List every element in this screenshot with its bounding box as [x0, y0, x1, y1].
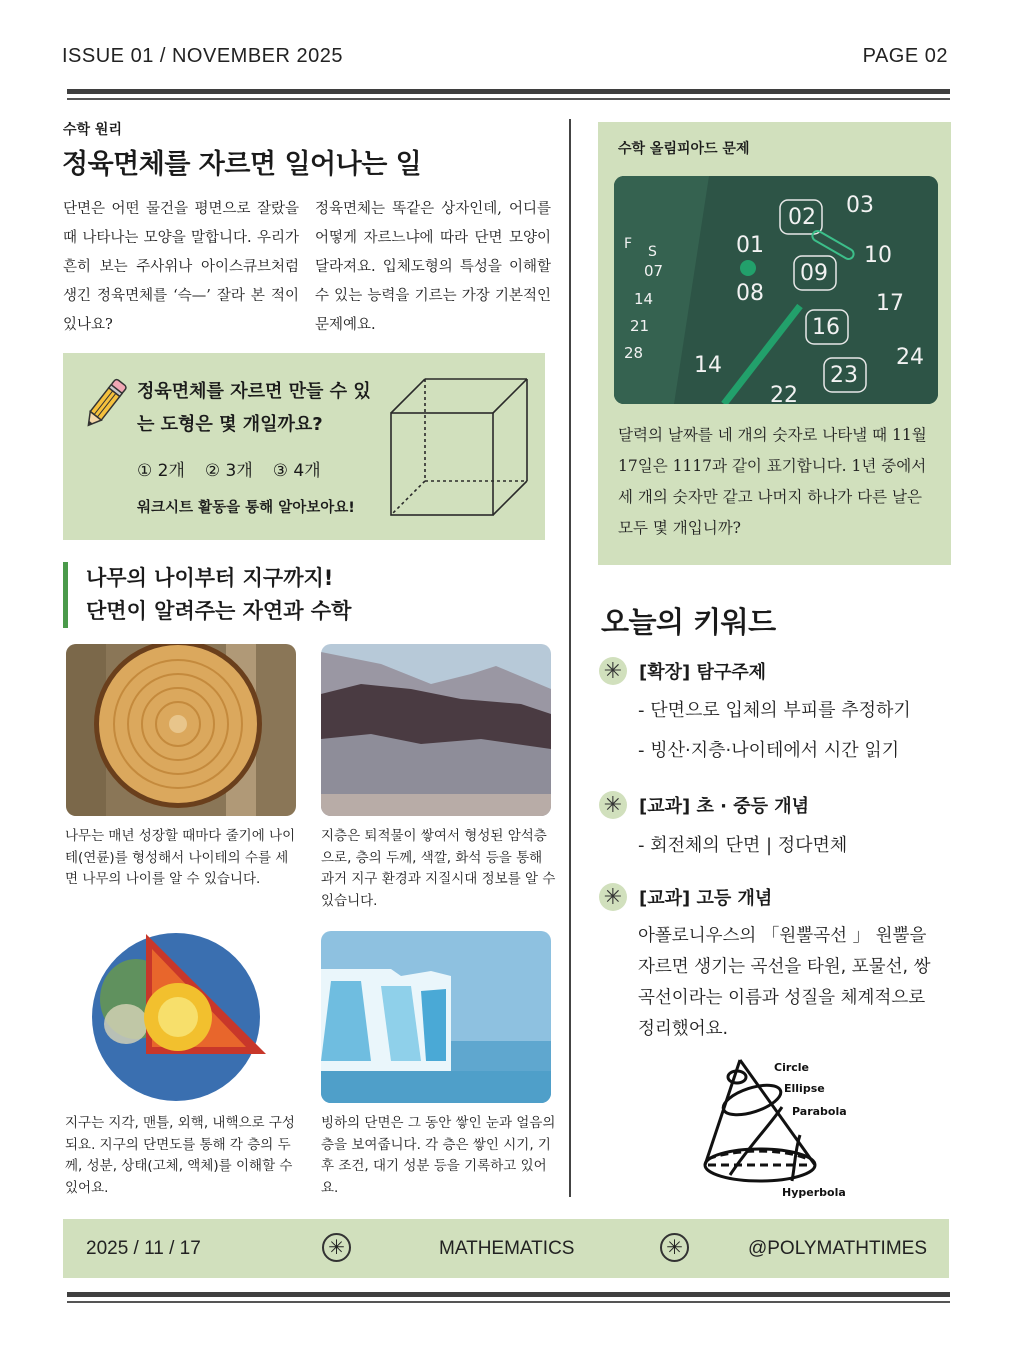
asterisk-icon: ✳: [322, 1233, 351, 1262]
footer-handle[interactable]: @POLYMATHTIMES: [747, 1238, 927, 1259]
cube-diagram: [389, 377, 529, 517]
svg-text:22: 22: [770, 383, 798, 404]
footer-date: 2025 / 11 / 17: [86, 1238, 201, 1259]
nature-title-line2: 단면이 알려주는 자연과 수학: [86, 599, 352, 623]
conic-sections-diagram: [700, 1055, 860, 1200]
article-kicker: 수학 원리: [63, 122, 122, 138]
svg-text:28: 28: [624, 344, 644, 362]
intro-paragraph-left: 단면은 어떤 물건을 평면으로 잘랐을 때 나타나는 모양을 말합니다. 우리가 흔히 보는 주사위나 아이스큐브처럼 생긴 정육면체를 ‘슥—’ 잘라 본 적이 있나요?: [63, 201, 299, 333]
svg-text:23: 23: [830, 363, 858, 388]
header-rule-thin: [67, 98, 950, 100]
keyword-line: - 회전체의 단면 | 정다면체: [638, 835, 848, 856]
olympiad-box: [598, 122, 951, 565]
nature-section-title: [63, 562, 351, 628]
svg-text:16: 16: [812, 315, 840, 340]
quiz-option-2[interactable]: ② 3개: [204, 461, 253, 481]
svg-text:21: 21: [630, 317, 650, 335]
svg-text:14: 14: [634, 290, 654, 308]
asterisk-icon: ✳: [599, 883, 627, 911]
svg-text:S: S: [648, 244, 657, 260]
rock-strata-photo: [321, 644, 551, 816]
calendar-photo: [614, 176, 938, 404]
quiz-options: [137, 456, 321, 481]
svg-text:02: 02: [788, 205, 816, 230]
footer-section: MATHEMATICS: [439, 1238, 575, 1259]
article-headline: 정육면체를 자르면 일어나는 일: [62, 149, 422, 180]
svg-text:10: 10: [864, 243, 892, 268]
keyword-head: [교과] 고등 개념: [639, 888, 773, 909]
earth-caption: 지구는 지각, 맨틀, 외핵, 내핵으로 구성되요. 지구의 단면도를 통해 각 층의 두께, 성분, 상태(고체, 액체)를 이해할 수 있어요.: [65, 1115, 295, 1196]
svg-text:09: 09: [800, 261, 828, 286]
quiz-option-1[interactable]: ① 2개: [137, 461, 185, 481]
keyword-line: - 빙산·지층·나이테에서 시간 읽기: [638, 740, 900, 761]
issue-label: ISSUE 01 / NOVEMBER 2025: [62, 45, 344, 67]
olympiad-problem: 달력의 날짜를 네 개의 숫자로 나타낼 때 11월 17일은 1117과 같이 표기합니다. 1년 중에서 세 개의 숫자만 같고 나머지 하나가 다른 날은 모두 몇 개입니까?: [618, 426, 927, 537]
svg-text:17: 17: [876, 291, 904, 316]
glacier-photo: [321, 931, 551, 1103]
tree-rings-photo: [66, 644, 296, 816]
quiz-box: [63, 353, 545, 540]
svg-text:14: 14: [694, 353, 722, 378]
nature-title-line1: 나무의 나이부터 지구까지!: [86, 566, 334, 590]
earth-cross-section: [66, 929, 296, 1101]
svg-text:01: 01: [736, 233, 764, 258]
footer-rule-thick: [67, 1292, 950, 1297]
asterisk-icon: ✳: [660, 1233, 689, 1262]
glacier-caption: 빙하의 단면은 그 동안 쌓인 눈과 얼음의 층을 보여줍니다. 각 층은 쌓인 시기, 기후 조건, 대기 성분 등을 기록하고 있어요.: [321, 1115, 556, 1196]
olympiad-kicker: 수학 올림피아드 문제: [618, 141, 750, 157]
column-divider: [569, 119, 571, 1197]
keyword-head: [확장] 탐구주제: [639, 662, 767, 683]
quiz-question: 정육면체를 자르면 만들 수 있는 도형은 몇 개일까요?: [137, 381, 371, 435]
footer-bar: [63, 1219, 949, 1278]
svg-text:24: 24: [896, 345, 924, 370]
svg-text:07: 07: [644, 262, 664, 280]
svg-text:F: F: [624, 236, 633, 252]
strata-caption: 지층은 퇴적물이 쌓여서 형성된 암석층으로, 층의 두께, 색깔, 화석 등을 통해 과거 지구 환경과 지질시대 정보를 알 수 있습니다.: [321, 828, 556, 909]
header-rule-thick: [67, 89, 950, 94]
keyword-head: [교과] 초 · 중등 개념: [639, 796, 810, 817]
cone-label-circle: Circle: [774, 1061, 810, 1074]
cone-label-parabola: Parabola: [792, 1105, 847, 1118]
svg-text:03: 03: [846, 193, 874, 218]
keyword-line: - 단면으로 입체의 부피를 추정하기: [638, 700, 911, 721]
cone-label-ellipse: Ellipse: [784, 1082, 825, 1095]
quiz-cta: 워크시트 활동을 통해 알아보아요!: [137, 500, 355, 516]
pencil-icon: [83, 375, 127, 433]
asterisk-icon: ✳: [599, 657, 627, 685]
tree-caption: 나무는 매년 성장할 때마다 줄기에 나이테(연륜)를 형성해서 나이테의 수를 세면 나무의 나이를 알 수 있습니다.: [65, 828, 296, 887]
asterisk-icon: ✳: [599, 791, 627, 819]
cone-label-hyperbola: Hyperbola: [782, 1186, 846, 1199]
intro-paragraph-right: 정육면체는 똑같은 상자인데, 어디를 어떻게 자르느냐에 따라 단면 모양이 달라져요. 입체도형의 특성을 이해할 수 있는 능력을 기르는 가장 기본적인 문제예요.: [315, 201, 551, 333]
quiz-option-3[interactable]: ③ 4개: [272, 461, 321, 481]
svg-text:08: 08: [736, 281, 764, 306]
footer-rule-thin: [67, 1301, 950, 1303]
page-number: PAGE 02: [862, 45, 948, 67]
keyword-paragraph: 아폴로니우스의 「원뿔곡선 」 원뿔을 자르면 생기는 곡선을 타원, 포물선, 쌍곡선이라는 이름과 성질을 체계적으로 정리했어요.: [638, 926, 931, 1039]
keywords-title: 오늘의 키워드: [601, 605, 776, 639]
